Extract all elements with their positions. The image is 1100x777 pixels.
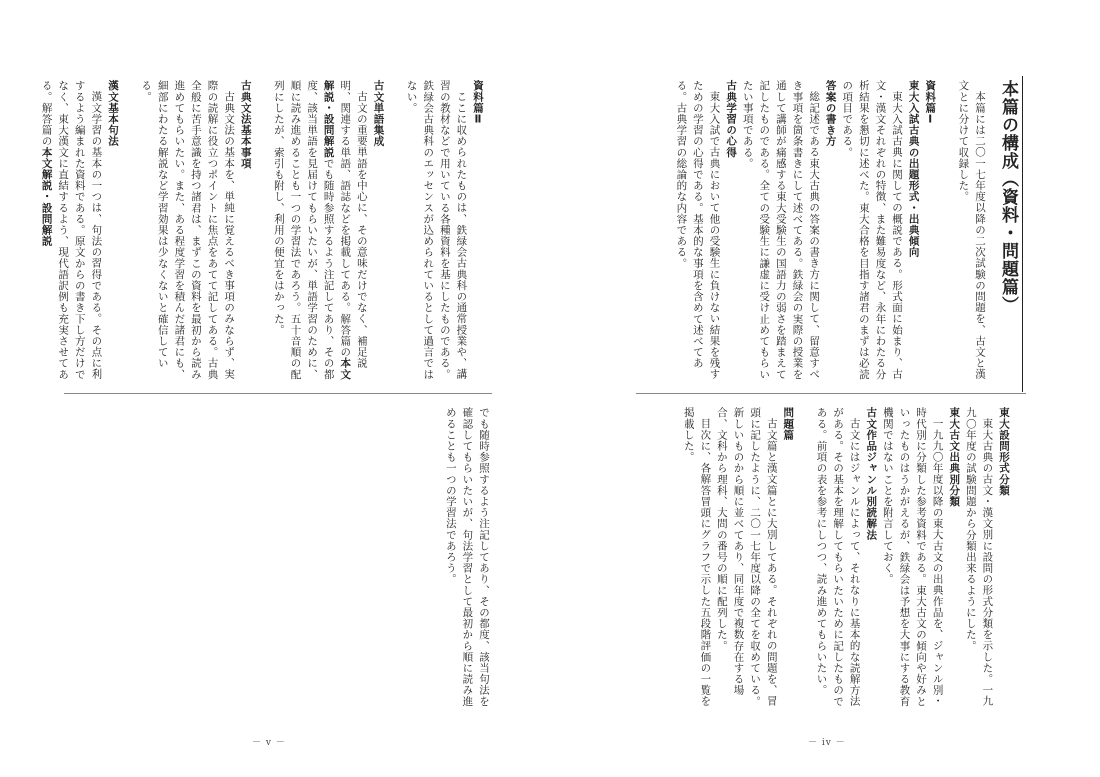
right-upper-text: [632, 80, 988, 385]
heading-kotengaku: 古典学習の心得: [725, 80, 738, 158]
para-bunrui: 東大古典の古文・漢文別に設問の形式分類を示した。一九九〇年度の試験問題から分類出来るようにした。: [964, 407, 994, 707]
para-mondai: 古文篇と漢文篇とに大別してある。それぞれの問題を、冒頭に記したように、二〇一七年度以降の全てを収めている。新しいものから順に並べてあり、同年度で複数存在する場合、文科から理科、大問の番号の順に配列した。: [715, 407, 778, 707]
bold-term: 本文解説・設問解説: [322, 80, 352, 380]
para-janru: 古文にはジャンルによって、それなりに基本的な読解方法がある。その基本を理解してもらいたいために記したものである。前項の表を参考にしつつ、読み進めてもらいたい。: [815, 407, 861, 707]
heading-bunrui: 東大設問形式分類: [998, 407, 1010, 496]
para-kanbun: 漢文学習の基本の一つは、句法の習得である。その点に利するよう編まれた資料である。原文からの書き下し方だけでなく、東大漢文に直結するよう、現代語訳例も充実させてある。解答篇の本文解説・設問解説: [40, 80, 103, 380]
left-upper-text: [40, 80, 486, 385]
heading-toan: 答案の書き方: [824, 80, 837, 147]
para-kanbun-cont: でも随時参照するよう注記してあり、その都度、該当句法を確認してもらいたいが、句法学習として最初から順に読み進めることも一つの学習法であろう。: [444, 407, 490, 707]
heading-mondai: 問題篇: [782, 407, 795, 441]
para-bunpo: 古典文法の基本を、単純に覚えるべき事項のみならず、実際の読解に役立つポイントに焦点をあてて記してある。古典全般に苦手意識を持つ諸君は、まずこの資料を最初から読み進めてもらいたい。また、ある程度学習を積んだ諸君にも、細部にわたる解説など学習効果は少なくないと確信している。: [140, 80, 236, 380]
heading-tango: 古文単語集成: [372, 80, 385, 147]
para-mokuji: 目次に、各解答冒頭にグラフで示した五段階評価の一覧を掲載した。: [682, 407, 712, 707]
para-shutten: 一九九〇年度以降の東大古文の出典作品を、ジャンル別・時代別に分類した参考資料である。東大古文の傾向や好みといったものはうかがえるが、鉄緑会は予想を大事にする教育機関ではないことを附言しておく。: [881, 407, 944, 707]
title-rule: [1022, 76, 1023, 392]
heading-janru: 古文作品ジャンル別読解法: [865, 407, 878, 541]
right-lower-text: [652, 407, 1012, 717]
heading-shutten: 東大古文出典別分類: [948, 407, 961, 507]
heading-bunpo: 古典文法基本事項: [239, 80, 252, 169]
left-lower-text: [432, 407, 492, 717]
para-toan: 総記述である東大古典の答案の書き方に関して、留意すべき事項を箇条書きにして述べてある。鉄緑会の実際の授業を通して講師が痛感する東大受験生の国語力の弱さを踏まえて記したものである。全ての受験生に謙虚に受け止めてもらいたい事項である。: [741, 80, 821, 380]
heading-shiryo2: 資料篇Ⅱ: [472, 80, 484, 126]
bold-term: 本文解説・設問解説: [40, 146, 53, 247]
divider-left: [64, 393, 492, 394]
heading-shiryo1: 資料篇Ⅰ: [924, 80, 937, 126]
para-shiryo2: ここに収められたものは、鉄緑会古典科の通常授業や、講習の教材などで用いている各種資料を基にしたものである。鉄緑会古典科のエッセンスが込められているとして過言ではない。: [405, 80, 468, 380]
para-kotengaku: 東大入試で古典において他の受験生に負けない結果を残すための学習の心得である。基本的な事項を含めて述べてある。古典学習の総論的な内容である。: [675, 80, 721, 380]
para-todai-kobun: 東大入試古典に関しての概説である。形式面に始まり、古文・漢文それぞれの特徴、また難易度など、永年にわたる分析結果を懇切に述べた。東大合格を目指す諸君のまずは必読の項目である。: [841, 80, 904, 380]
divider-right: [636, 393, 1026, 394]
heading-kanbun: 漢文基本句法: [106, 80, 119, 147]
heading-todai-kobun: 東大入試古典の出題形式・出典傾向: [907, 80, 920, 258]
para-tango: 古文の重要単語を中心に、その意味だけでなく、補足説明、関連する単語、語誌などを掲載してある。解答篇の本文解説・設問解説でも随時参照するよう注記してあり、その都度、該当単語を見届けてもらいたいが、単語学習のために、順に読み進めることも一つの学習法であろう。五十音順の配列にしたが、索引も附し、利用の便宜をはかった。: [272, 80, 368, 380]
intro-paragraph: 本篇には二〇一七年度以降の二次試験の問題を、古文と漢文とに分けて収録した。: [957, 80, 986, 380]
page-title: 本篇の構成（資料・問題篇）: [998, 80, 1018, 314]
page-number-left: － v －: [252, 738, 286, 748]
page-number-right: － iv －: [808, 738, 846, 748]
